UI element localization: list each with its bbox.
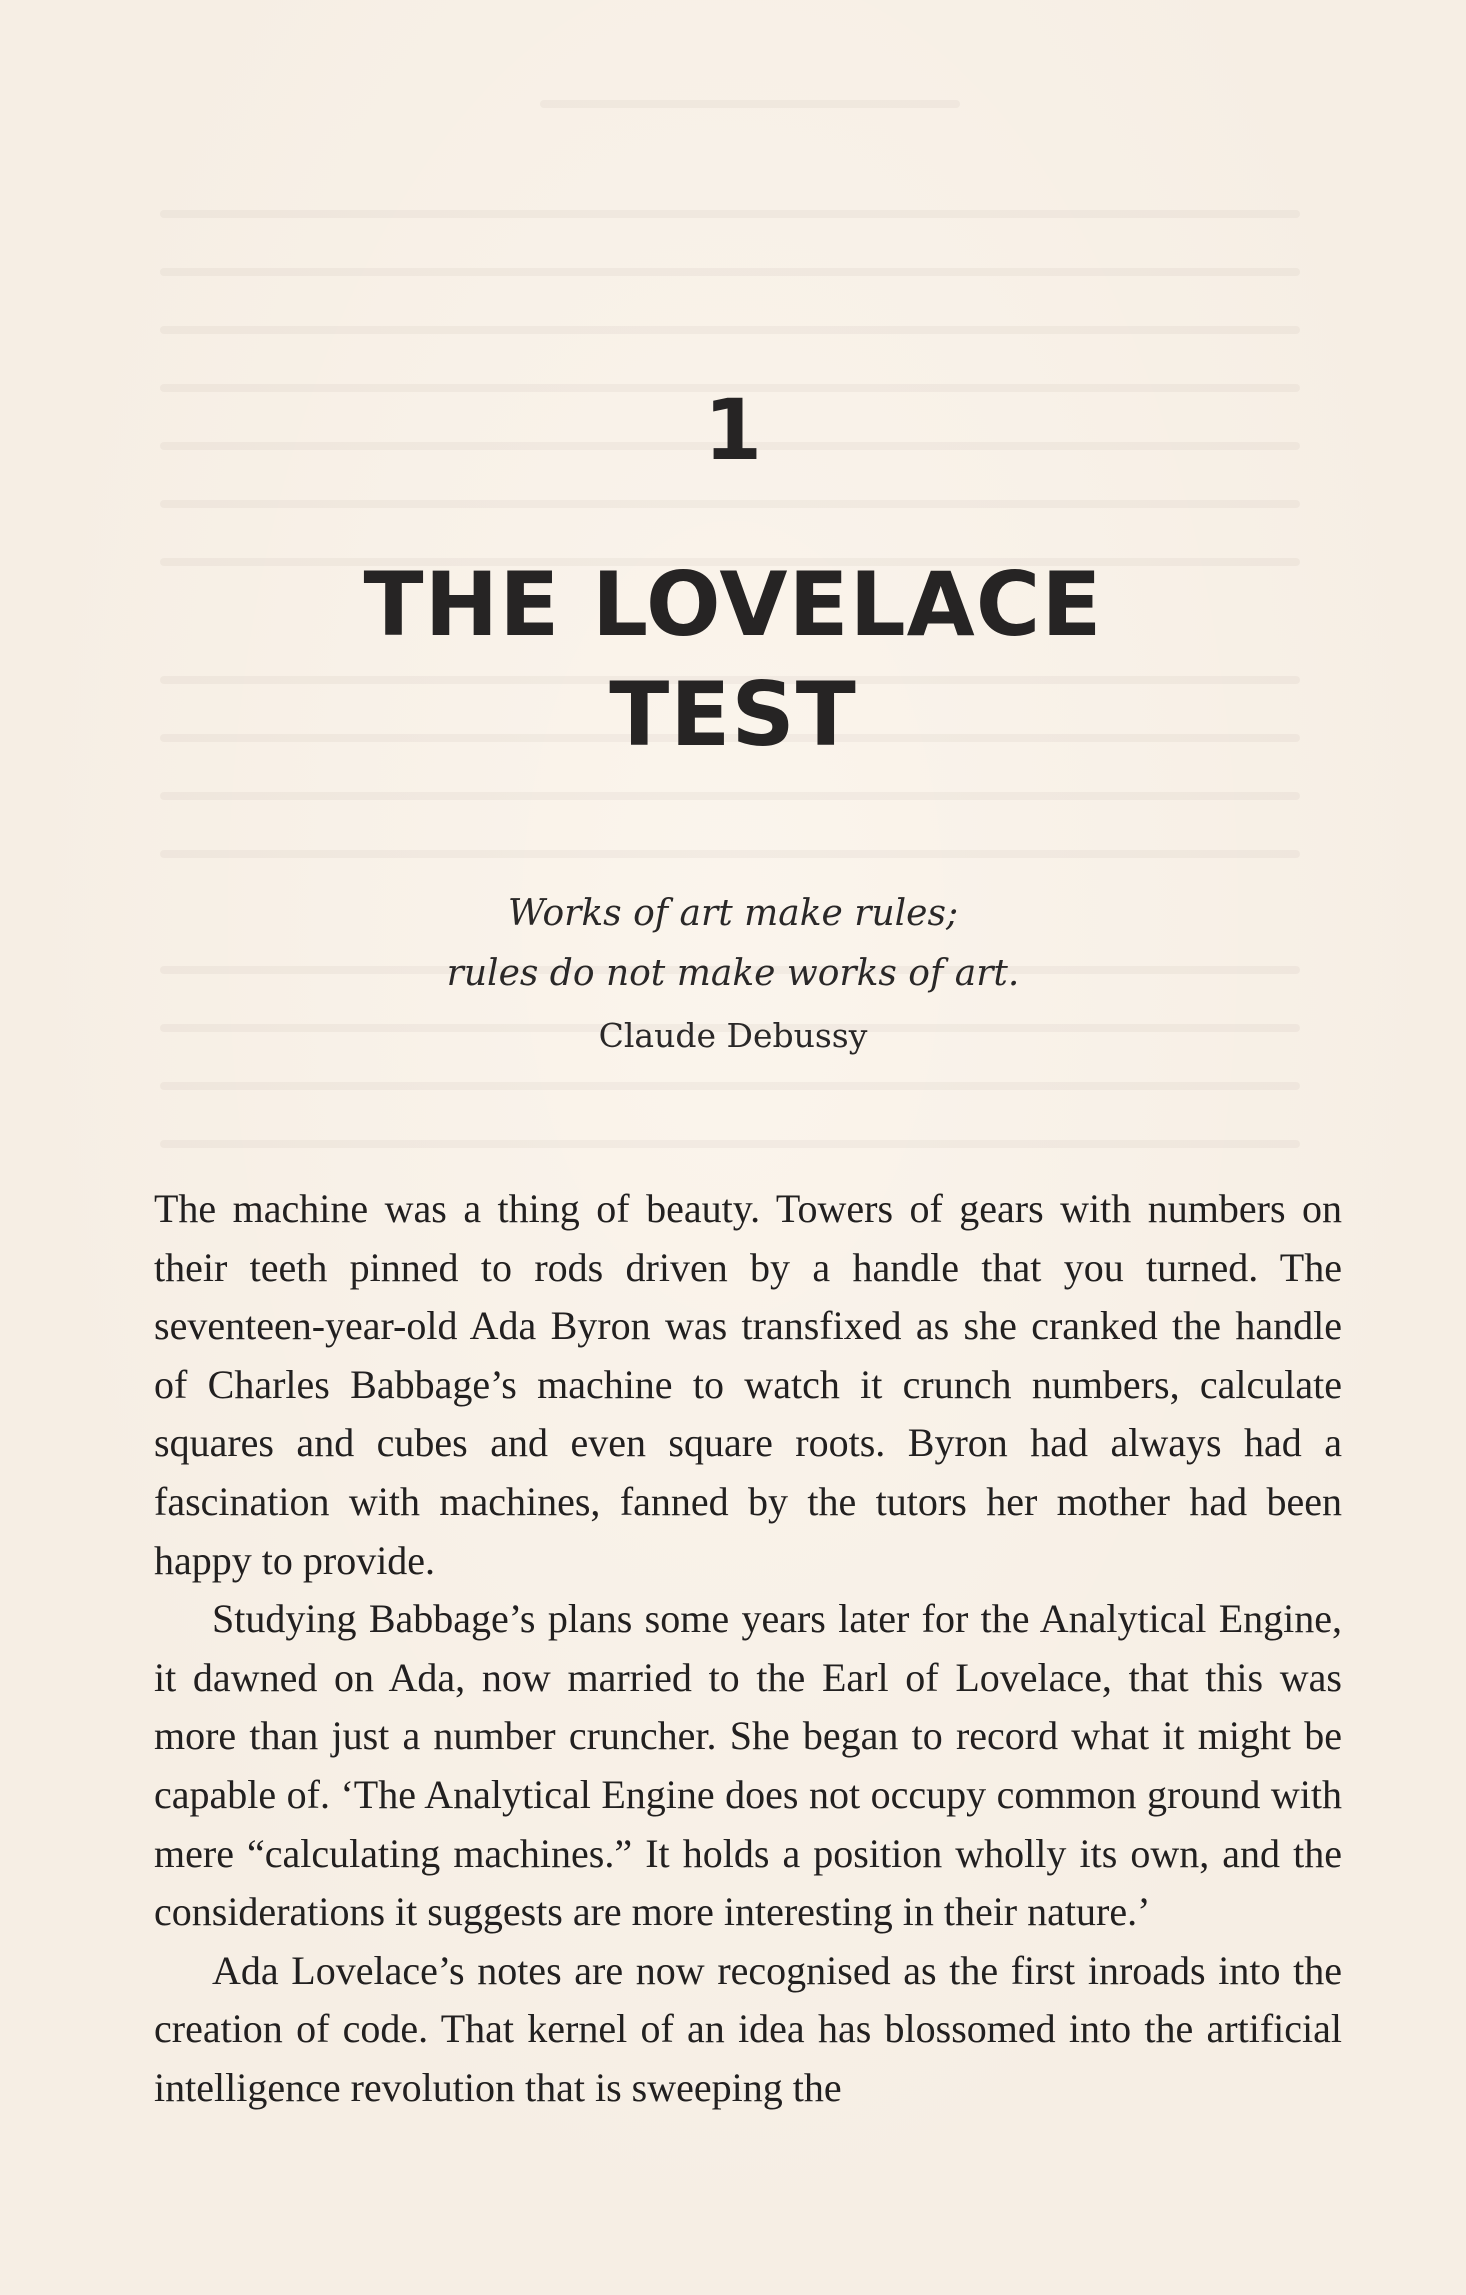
- show-through-mark: [160, 326, 1300, 334]
- paragraph: Studying Babbage’s plans some years later for the Analytical Engine, it dawned on Ada, now married to the Earl of Lovelace, that this was more than just a number cruncher. She began to record what it might be capable of. ‘The Analytical Engine does not occupy common ground with mere “calculating machines.” It holds a position wholly its own, and the considerations it suggests are more interesting in their nature.’: [154, 1596, 1342, 1935]
- paragraph: Ada Lovelace’s notes are now recognised as the first inroads into the creation of code. That kernel of an idea has blossomed into the artificial intelligence revolution that is sweeping the: [154, 1947, 1342, 2110]
- show-through-mark: [160, 500, 1300, 508]
- show-through-mark: [540, 100, 960, 108]
- chapter-title-line-1: THE LOVELACE: [363, 553, 1103, 656]
- epigraph: [0, 884, 1466, 1062]
- paragraph: The machine was a thing of beauty. Towers of gears with numbers on their teeth pinned to rods driven by a handle that you turned. The seventeen-year-old Ada Byron was transfixed as she cranked the handle of Charles Babbage’s machine to watch it crunch numbers, calculate squares and cubes and even square roots. Byron had always had a fascination with machines, fanned by the tutors her mother had been happy to provide.: [154, 1186, 1342, 1583]
- chapter-title-line-2: TEST: [609, 663, 857, 766]
- chapter-number: 1: [703, 381, 763, 479]
- chapter-title: [0, 550, 1466, 770]
- show-through-mark: [160, 850, 1300, 858]
- show-through-mark: [160, 1140, 1300, 1148]
- body-text: [154, 1180, 1342, 2118]
- show-through-mark: [160, 792, 1300, 800]
- show-through-mark: [160, 210, 1300, 218]
- show-through-mark: [160, 1082, 1300, 1090]
- epigraph-line-2: rules do not make works of art.: [446, 953, 1020, 994]
- epigraph-attribution: Claude Debussy: [598, 1016, 868, 1055]
- epigraph-line-1: Works of art make rules;: [507, 893, 959, 934]
- show-through-mark: [160, 268, 1300, 276]
